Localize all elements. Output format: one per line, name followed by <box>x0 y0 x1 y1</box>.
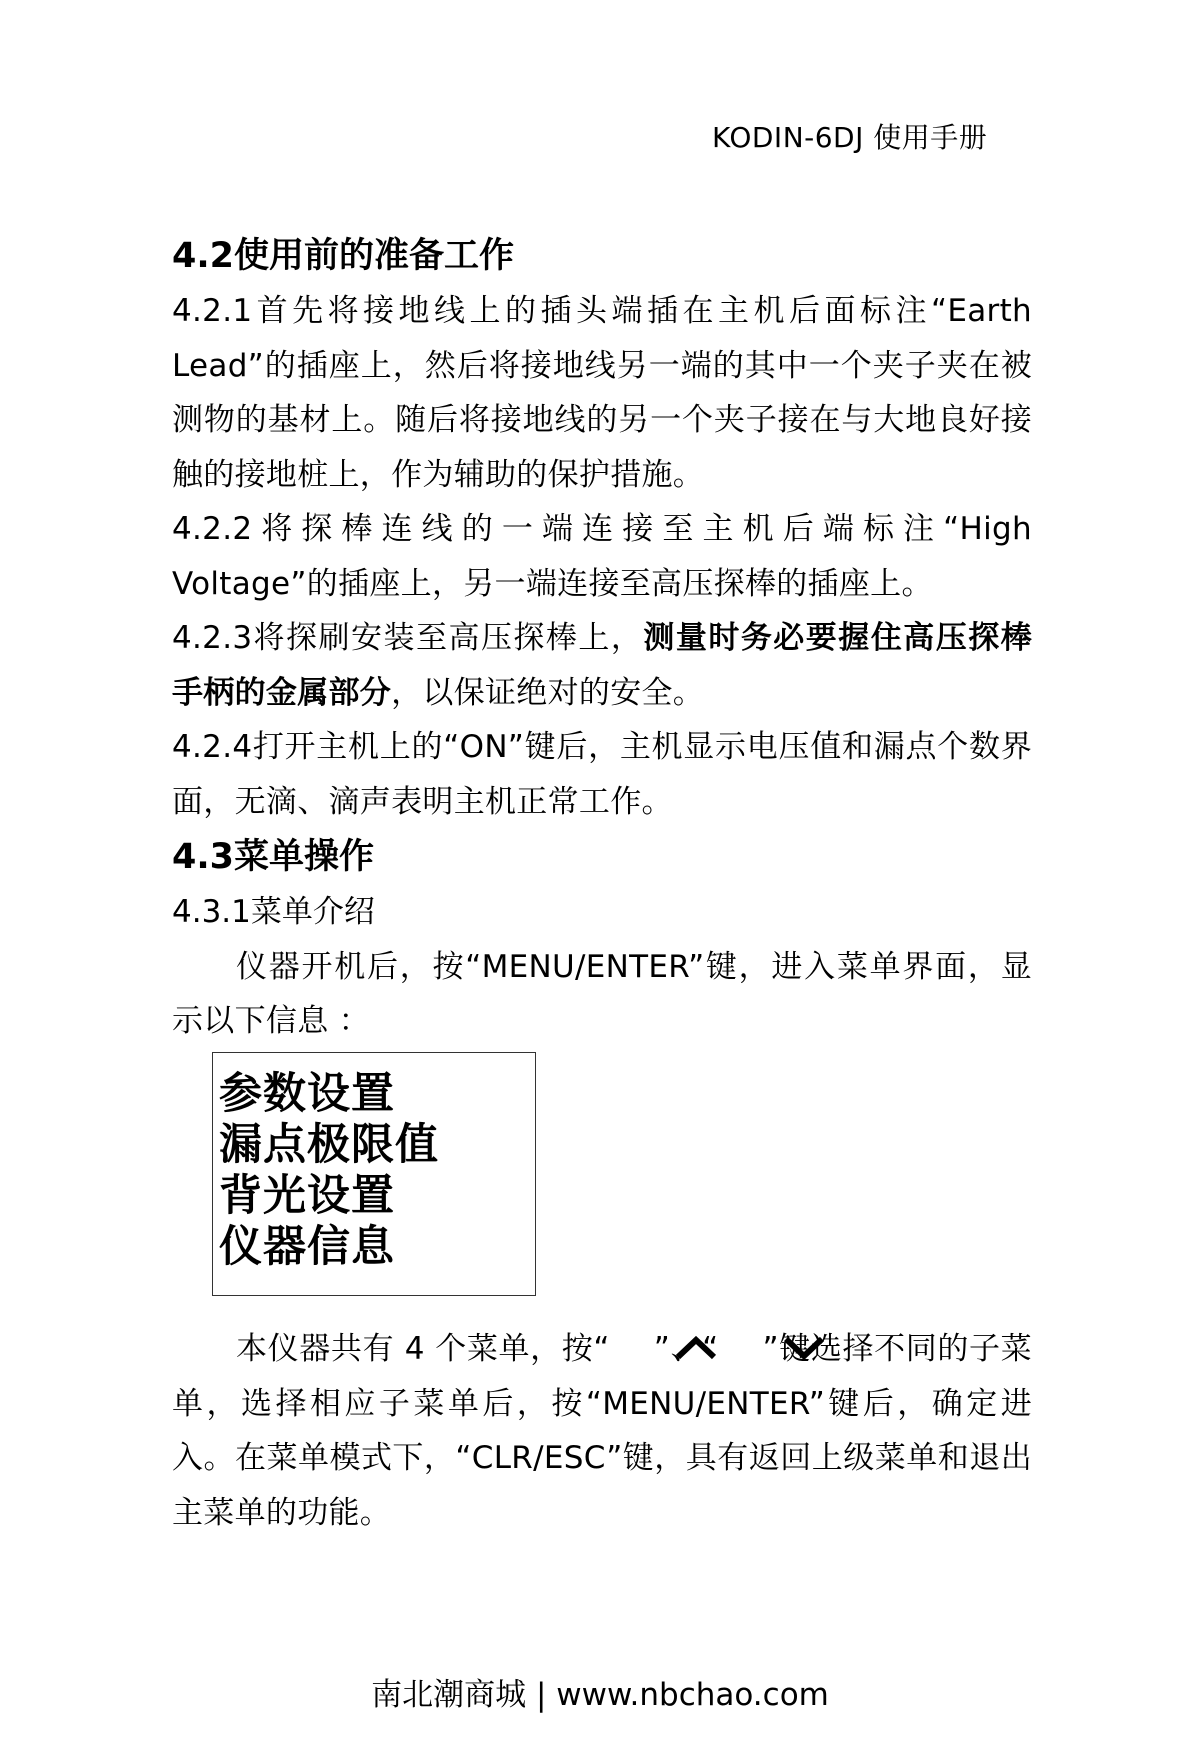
menu-item-device-info: 仪器信息 <box>219 1222 395 1272</box>
paragraph-4-2-3-start: 4.2.3将探刷安装至高压探棒上， <box>172 620 644 656</box>
paragraph-4-2-3-end: ，以保证绝对的安全。 <box>391 674 705 711</box>
paragraph-4-2-1: 4.2.1首先将接地线上的插头端插在主机后面标注“Earth Lead”的插座上，然后将接地线另一端的其中一个夹子夹在被测物的基材上。随后将接地线的另一个夹子接在与大地良好接触的接地桩上，作为辅助的保护措施。 <box>172 293 1032 493</box>
main-content <box>172 228 1032 1049</box>
page-header: KODIN-6DJ 使用手册 <box>712 121 988 154</box>
menu-usage-text-1: 本仪器共有 4 个菜单，按“ <box>236 1331 610 1367</box>
subsection-title-4-3-1: 4.3.1菜单介绍 <box>172 894 375 930</box>
menu-usage-text-2: ”、“ <box>653 1331 719 1367</box>
section-title-4-3: 4.3菜单操作 <box>172 837 375 877</box>
page-footer: 南北潮商城 | www.nbchao.com <box>371 1677 829 1713</box>
up-arrow-icon <box>610 1324 654 1350</box>
menu-intro-paragraph: 仪器开机后，按“MENU/ENTER”键，进入菜单界面，显示以下信息 ： <box>172 948 1032 1039</box>
menu-item-leak-limit: 漏点极限值 <box>219 1120 439 1170</box>
paragraph-4-2-3 <box>172 611 1032 720</box>
menu-item-parameter-settings: 参数设置 <box>219 1069 395 1119</box>
safety-warning-text: 测量时务必要握住高压探棒手柄的金属部分 <box>172 620 1032 711</box>
section-title-4-2: 4.2使用前的准备工作 <box>172 236 515 276</box>
menu-item-backlight-settings: 背光设置 <box>219 1171 395 1221</box>
paragraph-4-2-2: 4.2.2将探棒连线的一端连接至主机后端标注“High Voltage”的插座上，另一端连接至高压探棒的插座上。 <box>172 511 1032 602</box>
down-arrow-icon <box>718 1324 762 1350</box>
menu-usage-section <box>172 1322 1032 1540</box>
paragraph-4-2-4: 4.2.4打开主机上的“ON”键后，主机显示电压值和漏点个数界面，无滴、滴声表明主机正常工作。 <box>172 729 1032 820</box>
menu-usage-paragraph <box>172 1322 1032 1540</box>
menu-display-box <box>212 1052 536 1296</box>
menu-usage-text-3: ”键选择不同的子菜单，选择相应子菜单后，按“MENU/ENTER”键后，确定进入。在菜单模式下，“CLR/ESC”键，具有返回上级菜单和退出主菜单的功能。 <box>172 1331 1032 1531</box>
